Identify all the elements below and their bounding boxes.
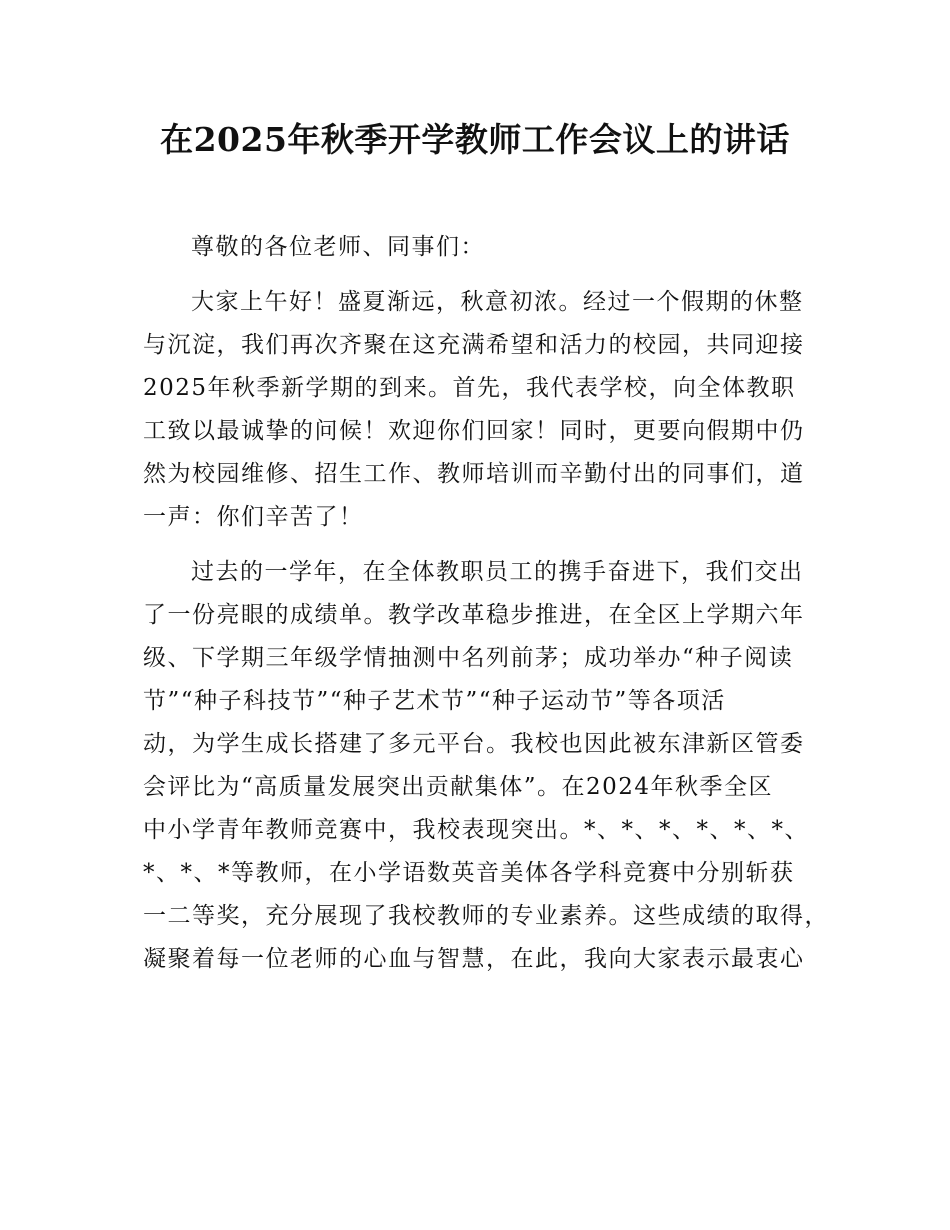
paragraph-greeting <box>143 226 833 269</box>
text-line: 凝聚着每一位老师的心血与智慧，在此，我向大家表示最衷心 <box>143 946 805 972</box>
text-line: 动，为学生成长搭建了多元平台。我校也因此被东津新区管委 <box>143 731 805 757</box>
text-line: 与沉淀，我们再次齐聚在这充满希望和活力的校园，共同迎接 <box>143 332 805 358</box>
text-line: 然为校园维修、招生工作、教师培训而辛勤付出的同事们，道 <box>143 461 805 487</box>
text-line: 2025年秋季新学期的到来。首先，我代表学校，向全体教职 <box>143 375 796 401</box>
text-line: 中小学青年教师竞赛中，我校表现突出。*、*、*、*、*、*、 <box>143 817 809 843</box>
text-line: 了一份亮眼的成绩单。教学改革稳步推进，在全区上学期六年 <box>143 602 805 628</box>
document-body <box>143 226 833 981</box>
text-line: 级、下学期三年级学情抽测中名列前茅；成功举办“种子阅读 <box>143 645 794 671</box>
text-line: 尊敬的各位老师、同事们： <box>191 234 485 260</box>
text-line: 一声：你们辛苦了！ <box>143 504 364 530</box>
text-line: 过去的一学年，在全体教职员工的携手奋进下，我们交出 <box>191 559 804 585</box>
text-line: 大家上午好！盛夏渐远，秋意初浓。经过一个假期的休整 <box>191 289 804 315</box>
text-line: 会评比为“高质量发展突出贡献集体”。在2024年秋季全区 <box>143 774 774 800</box>
text-line: *、*、*等教师，在小学语数英音美体各学科竞赛中分别斩获 <box>143 860 795 886</box>
paragraph-review <box>143 551 833 981</box>
document-title: 在2025年秋季开学教师工作会议上的讲话 <box>160 120 790 159</box>
text-line: 一二等奖，充分展现了我校教师的专业素养。这些成绩的取得， <box>143 903 829 929</box>
text-line: 节”“种子科技节”“种子艺术节”“种子运动节”等各项活 <box>143 688 726 714</box>
text-line: 工致以最诚挚的问候！欢迎你们回家！同时，更要向假期中仍 <box>143 418 805 444</box>
paragraph-opening <box>143 281 833 539</box>
